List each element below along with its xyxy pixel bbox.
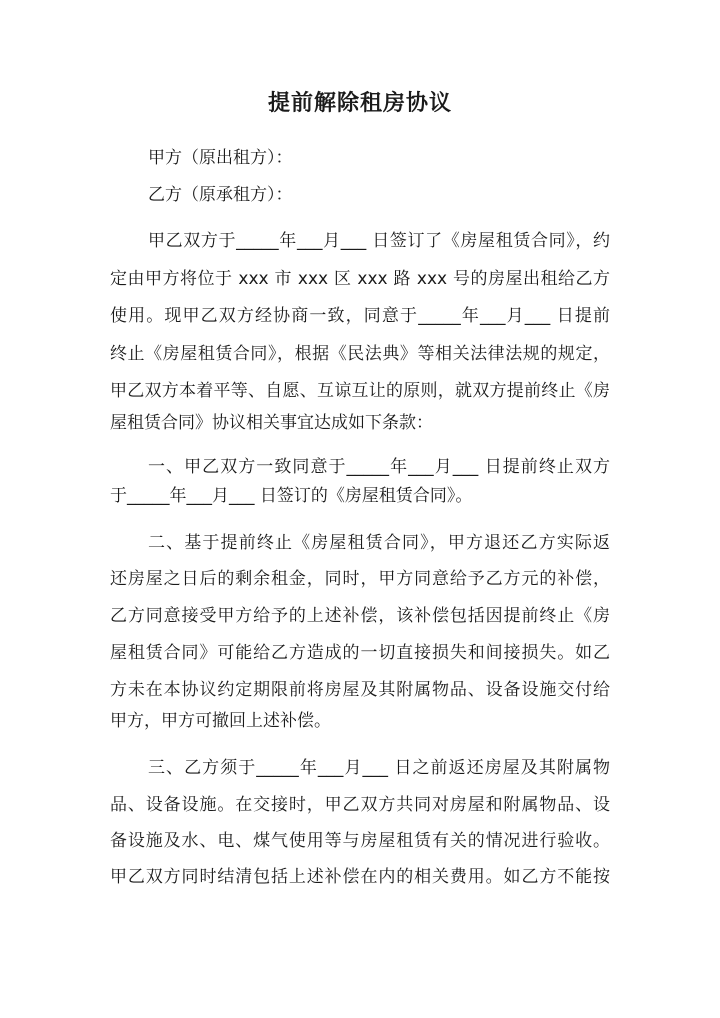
preamble-line: 甲乙双方本着平等、自愿、互谅互让的原则，就双方提前终止《房 (110, 381, 610, 401)
clause-2-line: 还房屋之日后的剩余租金，同时，甲方同意给予乙方元的补偿， (110, 569, 610, 589)
clause-1-line: 于_____年___月___ 日签订的《房屋租赁合同》。 (110, 486, 473, 506)
preamble-line: 定由甲方将位于 xxx 市 xxx 区 xxx 路 xxx 号的房屋出租给乙方 (110, 269, 610, 289)
clause-3-line: 品、设备设施。在交接时，甲乙双方共同对房屋和附属物品、设 (110, 795, 610, 815)
clause-2-line: 二、基于提前终止《房屋租赁合同》，甲方退还乙方实际返 (148, 533, 610, 553)
clause-2-line: 方未在本协议约定期限前将房屋及其附属物品、设备设施交付给 (110, 680, 610, 700)
party-a-line: 甲方（原出租方）： (148, 148, 293, 168)
preamble-line: 甲乙双方于_____年___月___ 日签订了《房屋租赁合同》，约 (148, 231, 610, 251)
clause-2-line: 乙方同意接受甲方给予的上述补偿，该补偿包括因提前终止《房 (110, 606, 610, 626)
clause-1-line: 一、甲乙双方一致同意于_____年___月___ 日提前终止双方 (148, 457, 610, 477)
clause-3-line: 三、乙方须于_____年___月___ 日之前返还房屋及其附属物 (148, 758, 610, 778)
clause-2-line: 甲方，甲方可撤回上述补偿。 (110, 711, 331, 731)
clause-2-line: 屋租赁合同》可能给乙方造成的一切直接损失和间接损失。如乙 (110, 643, 610, 663)
clause-3-line: 甲乙双方同时结清包括上述补偿在内的相关费用。如乙方不能按 (110, 867, 610, 887)
preamble-line: 屋租赁合同》协议相关事宜达成如下条款： (110, 413, 433, 433)
clause-3-line: 备设施及水、电、煤气使用等与房屋租赁有关的情况进行验收。 (110, 831, 610, 851)
preamble-line: 终止《房屋租赁合同》，根据《民法典》等相关法律法规的规定， (110, 344, 610, 364)
party-b-line: 乙方（原承租方）： (148, 185, 293, 205)
document-title: 提前解除租房协议 (267, 91, 452, 116)
preamble-line: 使用。现甲乙双方经协商一致，同意于_____年___月___ 日提前 (110, 306, 610, 326)
